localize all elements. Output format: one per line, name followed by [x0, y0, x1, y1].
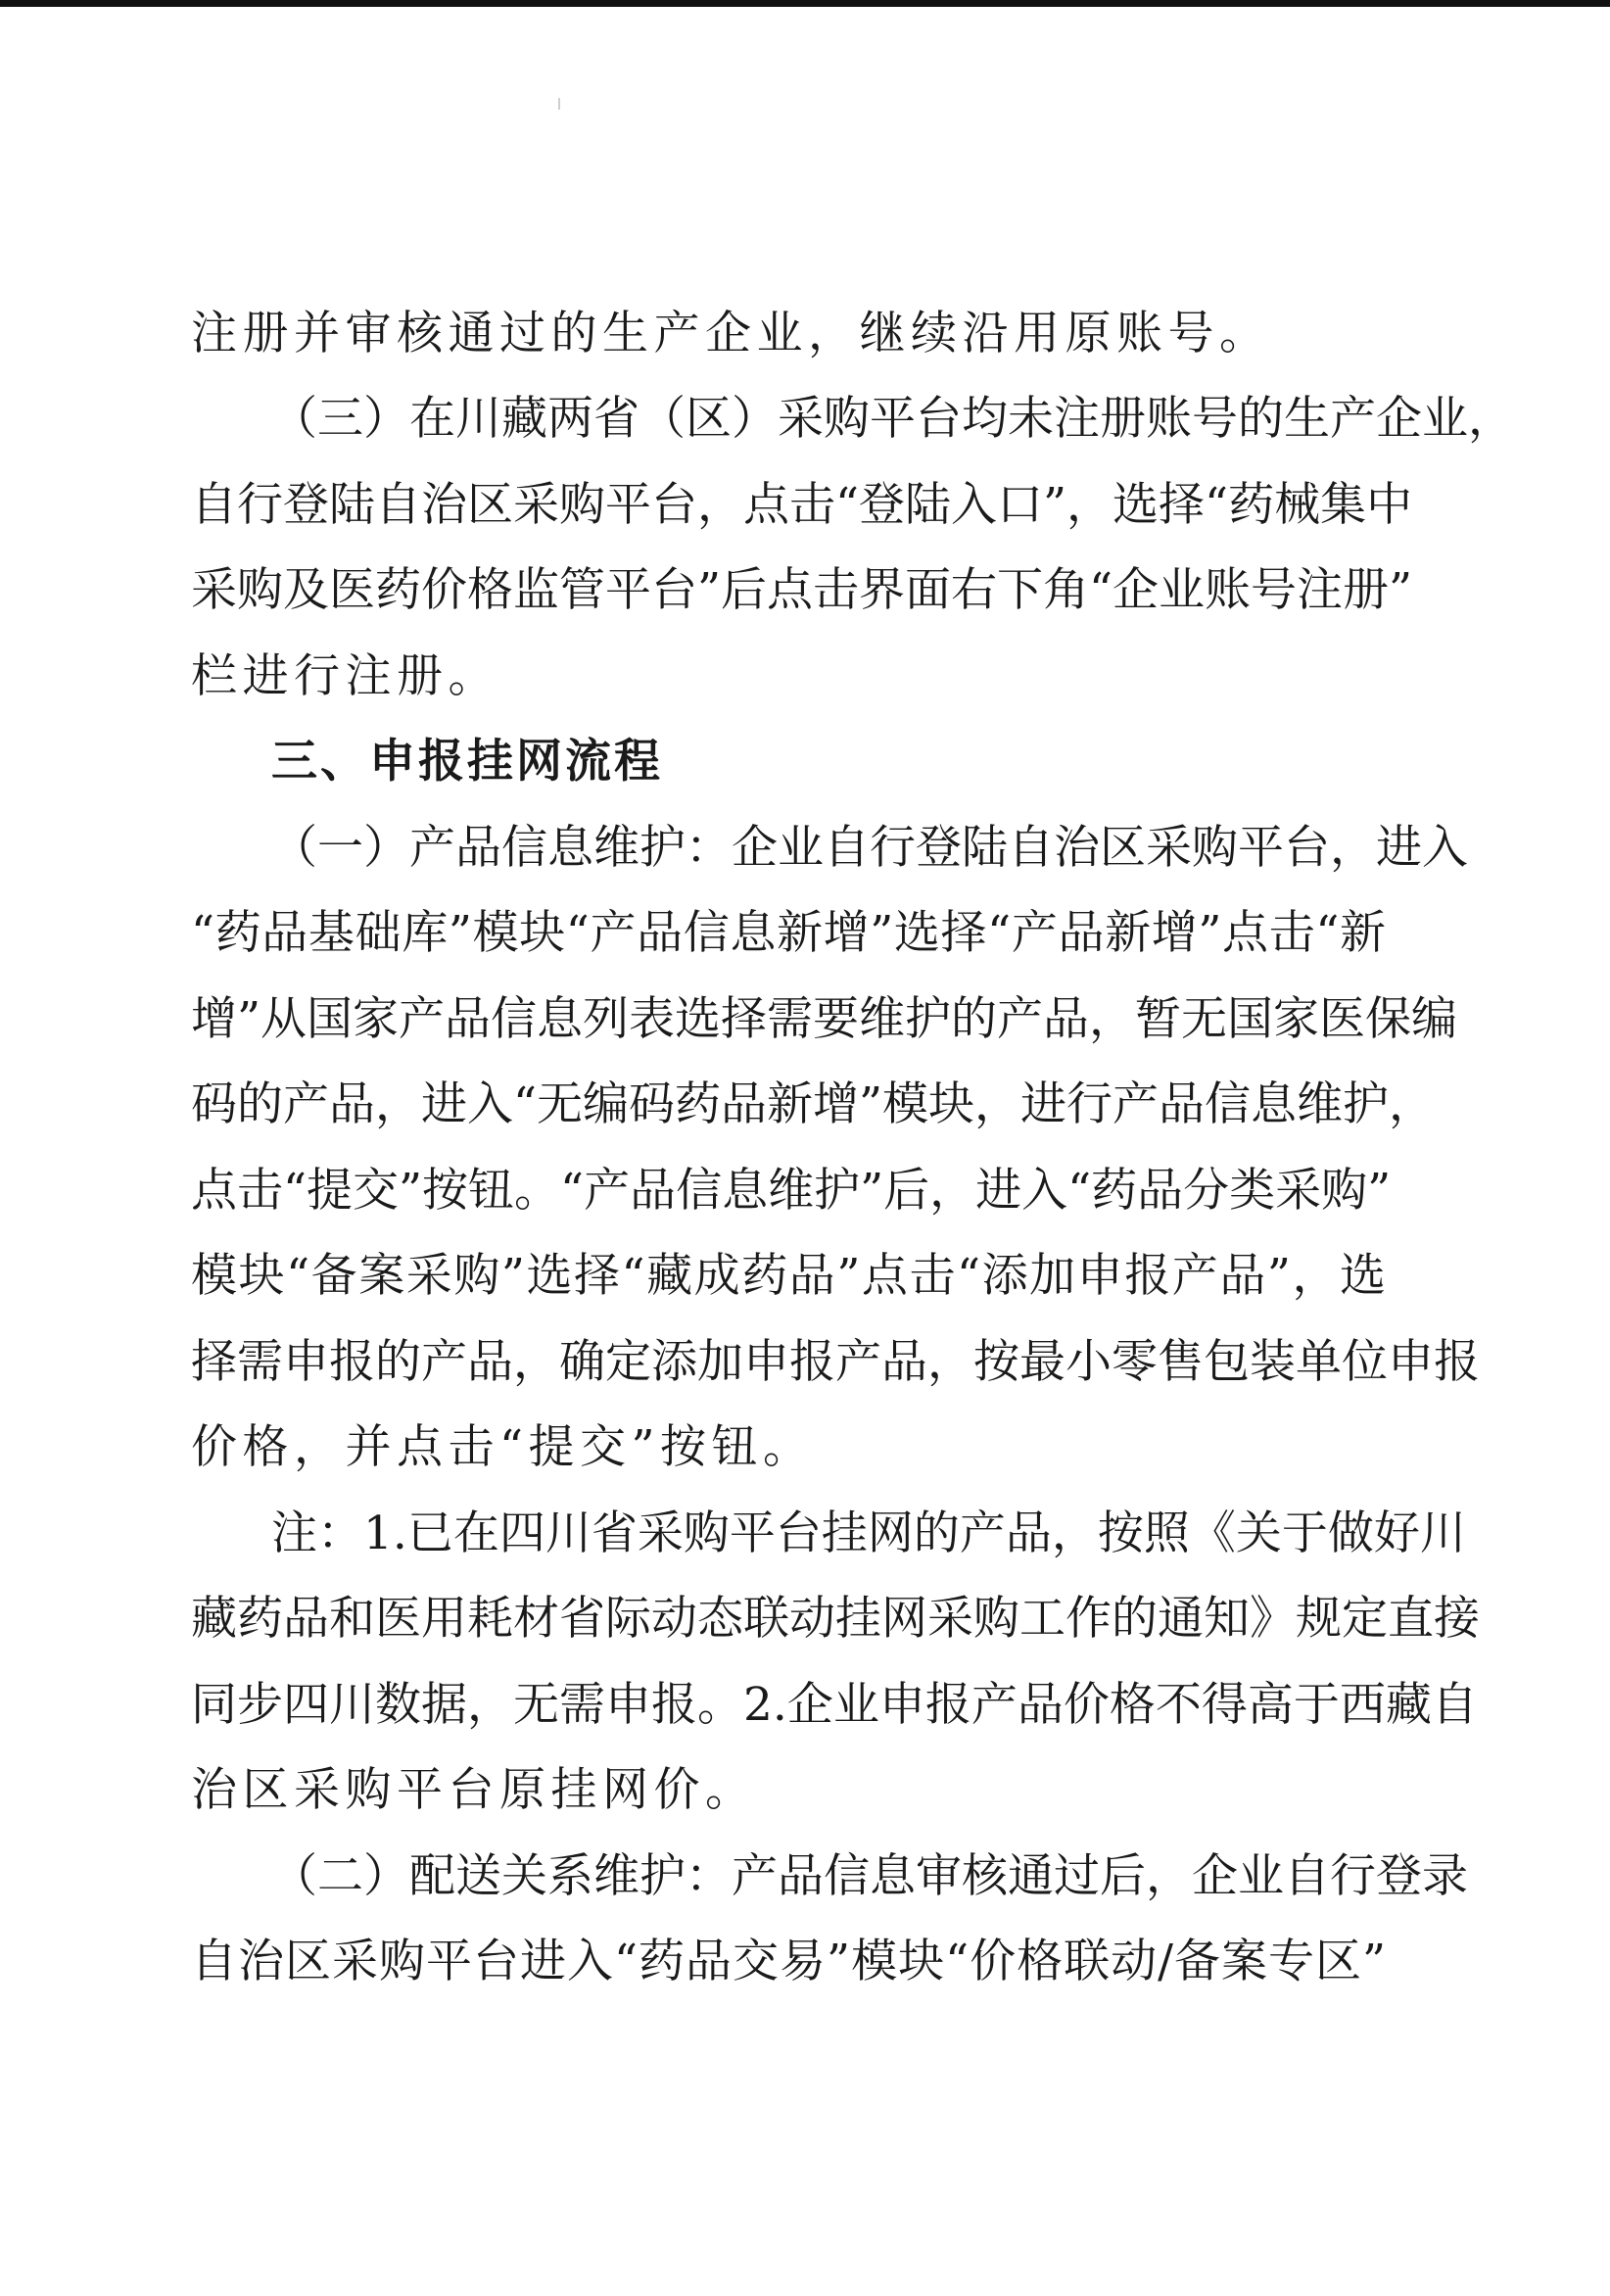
paragraph-line: 自治区采购平台进入“药品交易”模块“价格联动/备案专区”	[191, 1935, 1386, 1988]
scan-speck	[558, 98, 560, 110]
note-line: 同步四川数据，无需申报。2.企业申报产品价格不得高于西藏自	[191, 1678, 1478, 1732]
paragraph-line: “药品基础库”模块“产品信息新增”选择“产品新增”点击“新	[191, 906, 1386, 960]
paragraph-line: 增”从国家产品信息列表选择需要维护的产品，暂无国家医保编	[191, 992, 1458, 1046]
note-line: 藏药品和医用耗材省际动态联动挂网采购工作的通知》规定直接	[191, 1592, 1480, 1646]
paragraph-line: （三）在川藏两省（区）采购平台均未注册账号的生产企业，	[271, 392, 1514, 446]
section-heading: 三、申报挂网流程	[271, 735, 663, 789]
paragraph-line: 注册并审核通过的生产企业，继续沿用原账号。	[191, 307, 1271, 360]
note-line: 注：1.已在四川省采购平台挂网的产品，按照《关于做好川	[271, 1507, 1466, 1560]
paragraph-line: 价格，并点击“提交”按钮。	[191, 1420, 815, 1474]
paragraph-line: 模块“备案采购”选择“藏成药品”点击“添加申报产品”，选	[191, 1249, 1386, 1303]
note-line: 治区采购平台原挂网价。	[191, 1763, 757, 1817]
paragraph-line: 栏进行注册。	[191, 649, 499, 703]
scan-top-border	[0, 0, 1610, 7]
paragraph-line: （一）产品信息维护：企业自行登陆自治区采购平台，进入	[271, 821, 1468, 875]
paragraph-line: 择需申报的产品，确定添加申报产品，按最小零售包装单位申报	[191, 1335, 1480, 1389]
paragraph-line: 自行登陆自治区采购平台，点击“登陆入口”，选择“药械集中	[191, 478, 1413, 532]
paragraph-line: 采购及医药价格监管平台”后点击界面右下角“企业账号注册”	[191, 563, 1413, 617]
paragraph-line: 点击“提交”按钮。“产品信息维护”后，进入“药品分类采购”	[191, 1164, 1392, 1218]
paragraph-line: （二）配送关系维护：产品信息审核通过后，企业自行登录	[271, 1849, 1468, 1903]
paragraph-line: 码的产品，进入“无编码药品新增”模块，进行产品信息维护，	[191, 1077, 1436, 1131]
